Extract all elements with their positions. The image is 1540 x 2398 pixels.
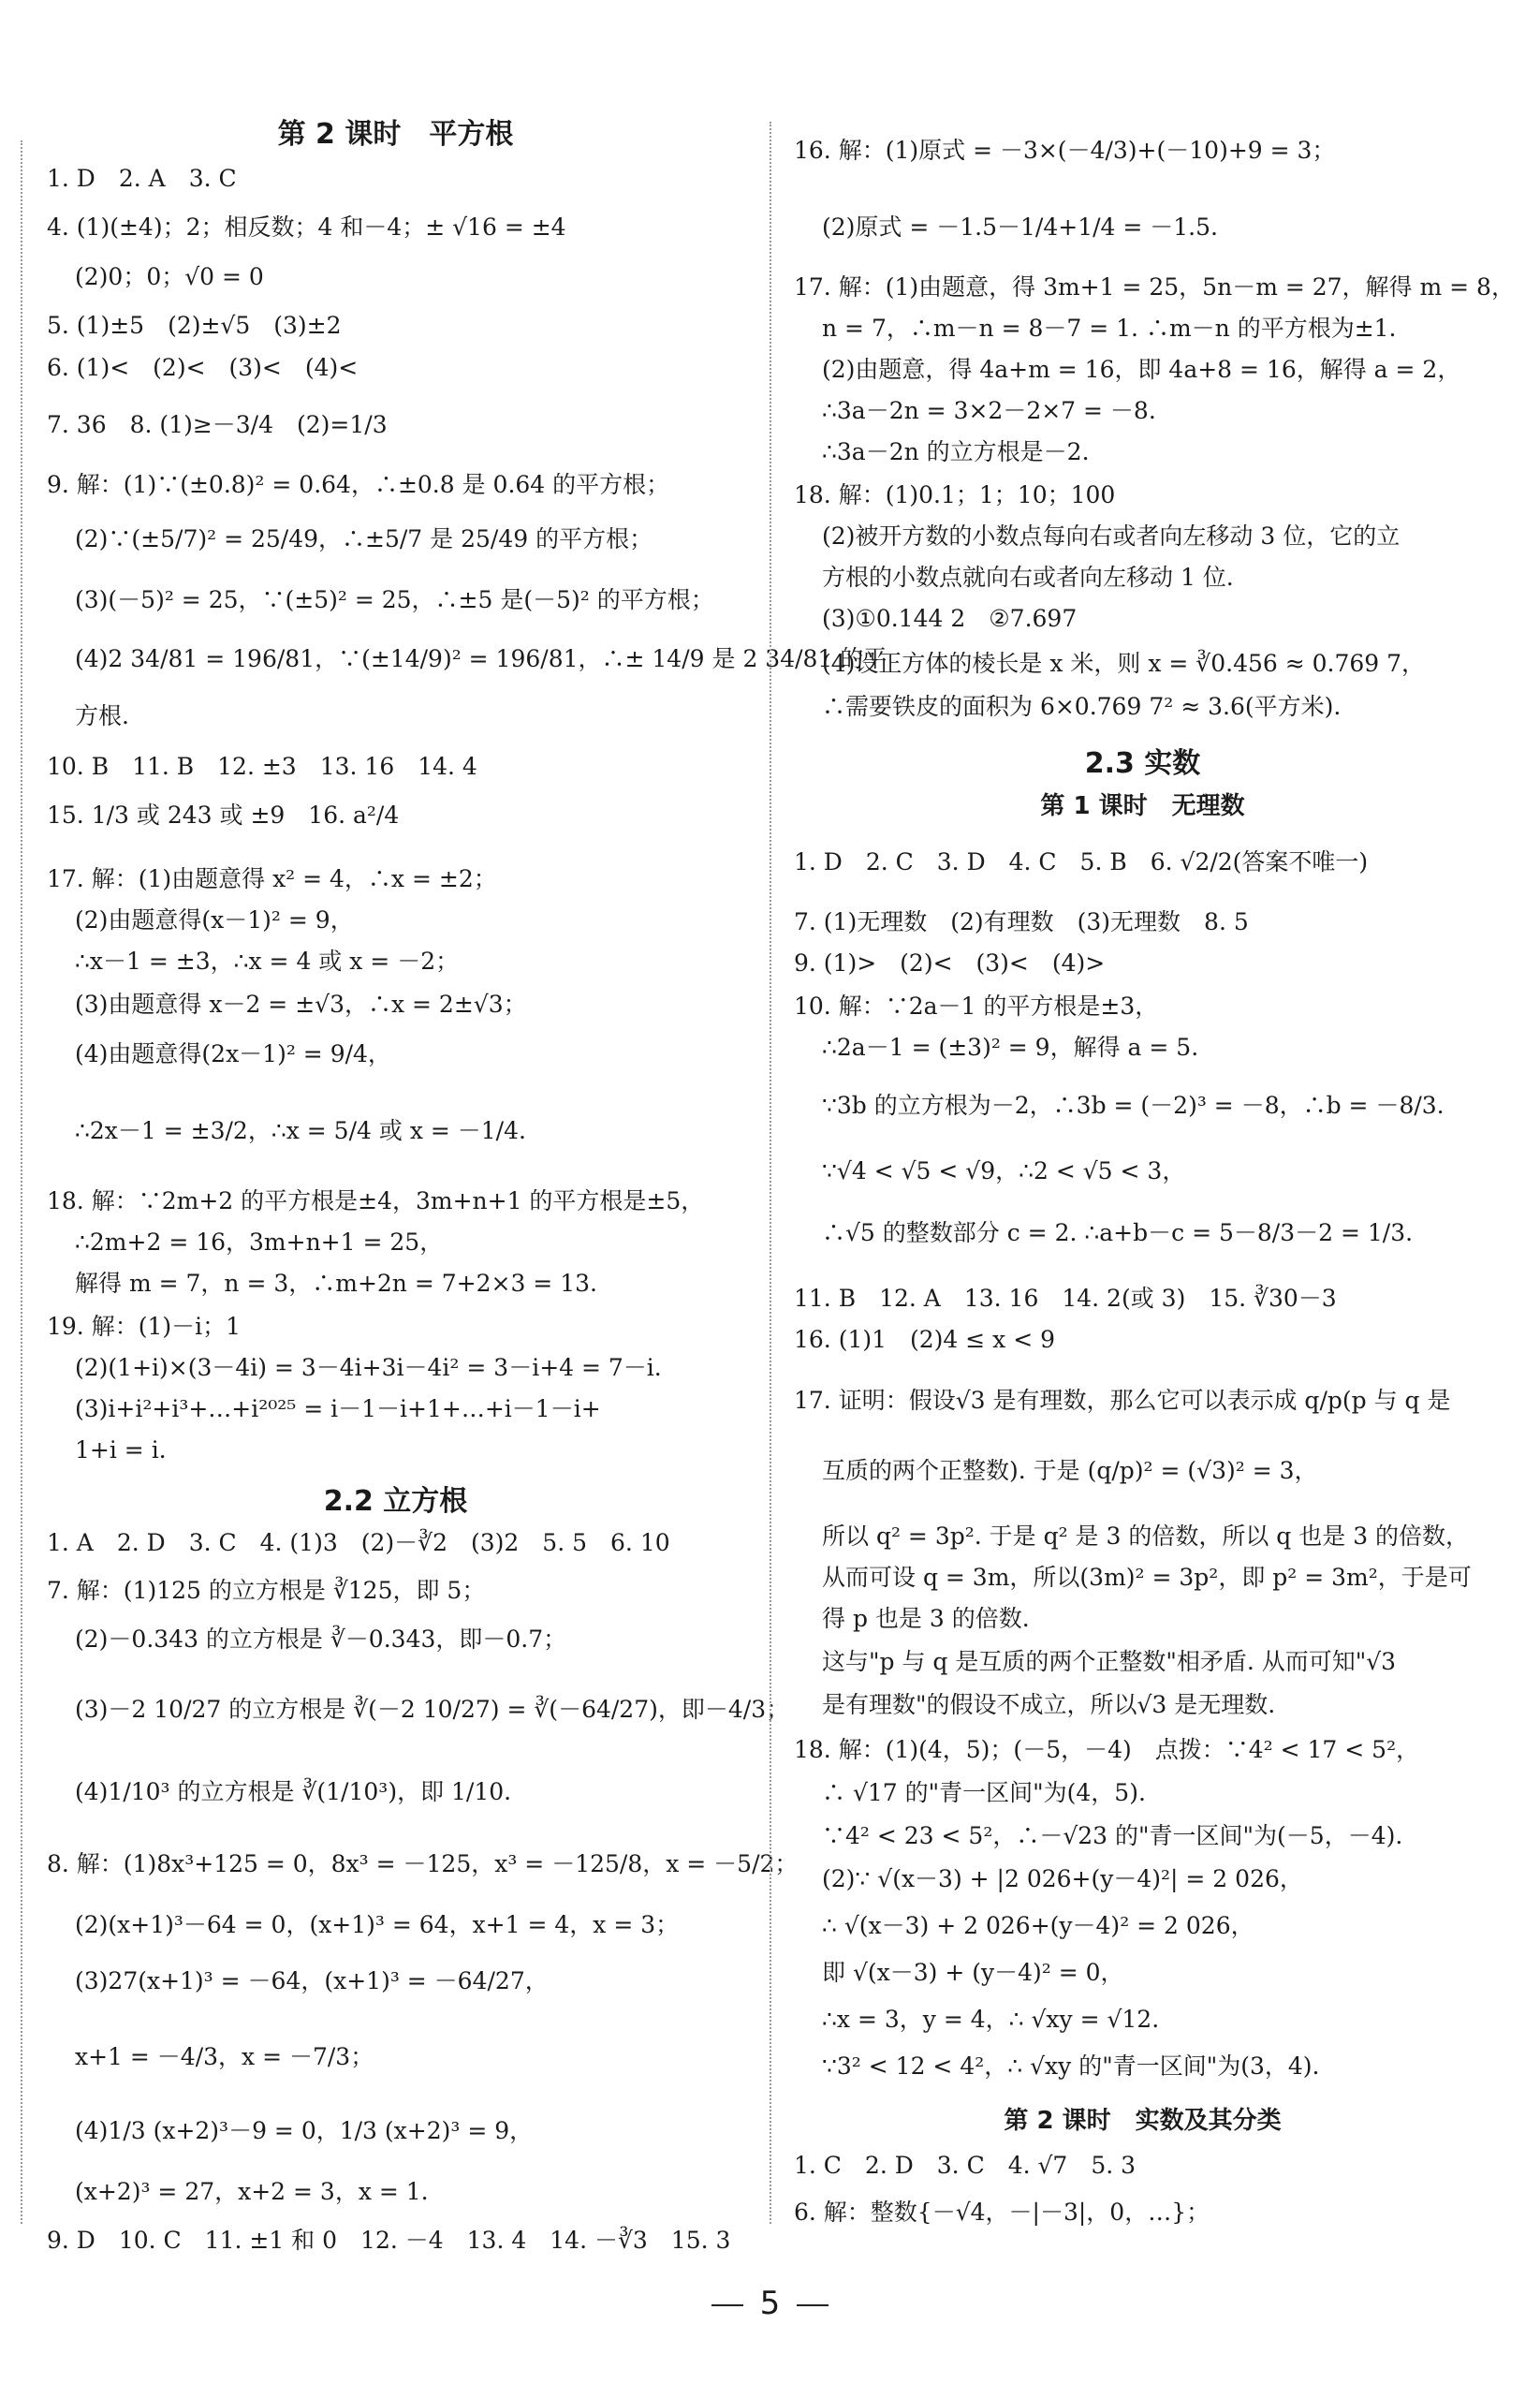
answer-line: (2)原式 = －1.5－1/4+1/4 = －1.5. <box>822 213 1218 241</box>
answer-line: ∴x－1 = ±3，∴x = 4 或 x = －2； <box>75 948 460 975</box>
section-heading: 第 2 课时 实数及其分类 <box>1004 2107 1282 2135</box>
answer-line: 方根. <box>75 702 129 729</box>
answer-line: 这与"p 与 q 是互质的两个正整数"相矛盾. 从而可知"√3 <box>822 1648 1397 1675</box>
answer-line: 9. (1)> (2)< (3)< (4)> <box>794 949 1106 977</box>
answer-line: (2)0；0；√0 = 0 <box>75 263 264 290</box>
answer-line: 1. C 2. D 3. C 4. √7 5. 3 <box>794 2152 1137 2179</box>
answer-line: ∴ √17 的"青一区间"为(4，5). <box>822 1779 1146 1806</box>
answer-line: (3)i+i²+i³+…+i²⁰²⁵ = i－1－i+1+…+i－1－i+ <box>75 1395 601 1422</box>
answer-line: 1. A 2. D 3. C 4. (1)3 (2)－∛2 (3)2 5. 5 6. 10 <box>47 1529 670 1556</box>
answer-line: ∴2x－1 = ±3/2，∴x = 5/4 或 x = －1/4. <box>75 1117 526 1144</box>
answer-line: (2)被开方数的小数点每向右或者向左移动 3 位，它的立 <box>822 522 1401 550</box>
answer-line: 6. (1)< (2)< (3)< (4)< <box>47 354 359 381</box>
answer-line: ∴2a－1 = (±3)² = 9，解得 a = 5. <box>822 1034 1199 1061</box>
answer-line: (4)由题意得(2x－1)² = 9/4， <box>75 1040 391 1067</box>
answer-line: ∵3² < 12 < 4²，∴ √xy 的"青一区间"为(3，4). <box>822 2052 1320 2080</box>
answer-line: ∴x = 3，y = 4，∴ √xy = √12. <box>822 2006 1160 2033</box>
answer-line: 1. D 2. A 3. C <box>47 165 237 192</box>
answer-line: (3)27(x+1)³ = －64，(x+1)³ = －64/27， <box>75 1967 549 1994</box>
answer-line: 得 p 也是 3 的倍数. <box>822 1605 1030 1632</box>
answer-line: 1. D 2. C 3. D 4. C 5. B 6. √2/2(答案不唯一) <box>794 848 1369 875</box>
answer-line: 17. 证明：假设√3 是有理数，那么它可以表示成 q/p(p 与 q 是 <box>794 1387 1451 1414</box>
answer-line: ∵√4 < √5 < √9，∴2 < √5 < 3， <box>822 1157 1186 1184</box>
answer-line: 10. 解：∵2a－1 的平方根是±3， <box>794 993 1159 1020</box>
answer-line: ∴√5 的整数部分 c = 2. ∴a+b－c = 5－8/3－2 = 1/3. <box>822 1219 1414 1246</box>
answer-line: 18. 解：∵2m+2 的平方根是±4，3m+n+1 的平方根是±5， <box>47 1187 705 1214</box>
answer-line: (4)1/10³ 的立方根是 ∛(1/10³)，即 1/10. <box>75 1778 512 1805</box>
answer-line: (2)由题意，得 4a+m = 16，即 4a+8 = 16，解得 a = 2， <box>822 356 1461 383</box>
answer-line: ∴ √(x－3) + 2 026+(y－4)² = 2 026， <box>822 1912 1254 1939</box>
section-heading: 第 2 课时 平方根 <box>277 118 514 151</box>
answer-line: (3)①0.144 2 ②7.697 <box>822 605 1078 632</box>
answer-line: 8. 解：(1)8x³+125 = 0，8x³ = －125，x³ = －125/8，x = －5/2； <box>47 1850 799 1877</box>
answer-line: ∴2m+2 = 16，3m+n+1 = 25， <box>75 1228 444 1256</box>
answer-line: 互质的两个正整数). 于是 (q/p)² = (√3)² = 3， <box>822 1457 1318 1484</box>
answer-line: 10. B 11. B 12. ±3 13. 16 14. 4 <box>47 753 477 780</box>
answer-line: (2)由题意得(x－1)² = 9， <box>75 906 354 934</box>
answer-line: 16. 解：(1)原式 = －3×(－4/3)+(－10)+9 = 3； <box>794 137 1336 164</box>
answer-line: (3)(－5)² = 25，∵(±5)² = 25，∴±5 是(－5)² 的平方根； <box>75 586 714 613</box>
answer-line: 9. 解：(1)∵(±0.8)² = 0.64，∴±0.8 是 0.64 的平方根； <box>47 471 670 498</box>
answer-line: n = 7，∴m－n = 8－7 = 1. ∴m－n 的平方根为±1. <box>822 315 1397 342</box>
section-heading: 第 1 课时 无理数 <box>1040 792 1245 820</box>
answer-line: 18. 解：(1)0.1；1；10；100 <box>794 481 1116 508</box>
answer-line: 15. 1/3 或 243 或 ±9 16. a²/4 <box>47 802 400 829</box>
answer-line: (2)－0.343 的立方根是 ∛－0.343，即－0.7； <box>75 1626 567 1653</box>
answer-line: (2)∵(±5/7)² = 25/49，∴±5/7 是 25/49 的平方根； <box>75 525 653 552</box>
answer-line: 5. (1)±5 (2)±√5 (3)±2 <box>47 312 342 339</box>
answer-line: 6. 解：整数{－√4，－|－3|，0，…}； <box>794 2199 1210 2226</box>
answer-line: 从而可设 q = 3m，所以(3m)² = 3p²，即 p² = 3m²，于是可 <box>822 1564 1472 1591</box>
answer-line: 7. (1)无理数 (2)有理数 (3)无理数 8. 5 <box>794 908 1249 935</box>
answer-line: x+1 = －4/3，x = －7/3； <box>75 2043 374 2070</box>
answer-line: (4)1/3 (x+2)³－9 = 0，1/3 (x+2)³ = 9， <box>75 2117 534 2144</box>
left-margin-line <box>21 140 22 2224</box>
section-heading: 2.3 实数 <box>1084 747 1201 780</box>
answer-line: 9. D 10. C 11. ±1 和 0 12. －4 13. 4 14. －∛3 15. 3 <box>47 2227 731 2254</box>
answer-line: 11. B 12. A 13. 16 14. 2(或 3) 15. ∛30－3 <box>794 1285 1337 1312</box>
answer-line: (4)设正方体的棱长是 x 米，则 x = ∛0.456 ≈ 0.769 7， <box>822 650 1426 677</box>
answer-line: ∴3a－2n = 3×2－2×7 = －8. <box>822 397 1156 424</box>
answer-line: ∵3b 的立方根为－2，∴3b = (－2)³ = －8，∴b = －8/3. <box>822 1092 1445 1119</box>
answer-line: (x+2)³ = 27，x+2 = 3，x = 1. <box>75 2178 429 2205</box>
answer-line: 7. 解：(1)125 的立方根是 ∛125，即 5； <box>47 1577 486 1604</box>
answer-line: 4. (1)(±4)；2；相反数；4 和－4；± √16 = ±4 <box>47 213 566 241</box>
answer-line: (4)2 34/81 = 196/81，∵(±14/9)² = 196/81，∴± 14/9 是 2 34/81 的平 <box>75 645 887 672</box>
answer-line: (3)由题意得 x－2 = ±√3，∴x = 2±√3； <box>75 991 527 1018</box>
answer-line: (2)(x+1)³－64 = 0，(x+1)³ = 64，x+1 = 4，x = 3； <box>75 1911 680 1938</box>
answer-line: 7. 36 8. (1)≥－3/4 (2)=1/3 <box>47 411 388 438</box>
answer-line: 19. 解：(1)－i；1 <box>47 1313 242 1340</box>
answer-line: 即 √(x－3) + (y－4)² = 0， <box>822 1959 1124 1986</box>
answer-line: 18. 解：(1)(4，5)；(－5，－4) 点拨：∵4² < 17 < 5²， <box>794 1736 1420 1763</box>
answer-line: ∴需要铁皮的面积为 6×0.769 7² ≈ 3.6(平方米). <box>822 693 1342 720</box>
answer-line: 16. (1)1 (2)4 ≤ x < 9 <box>794 1326 1056 1353</box>
answer-line: 17. 解：(1)由题意得 x² = 4，∴x = ±2； <box>47 865 497 892</box>
answer-line: 方根的小数点就向右或者向左移动 1 位. <box>822 564 1234 591</box>
page-number: 5 <box>0 2285 1540 2322</box>
section-heading: 2.2 立方根 <box>323 1485 468 1518</box>
column-divider <box>770 122 771 2224</box>
answer-line: (2)(1+i)×(3－4i) = 3－4i+3i－4i² = 3－i+4 = 7－i. <box>75 1354 662 1381</box>
answer-line: ∴3a－2n 的立方根是－2. <box>822 438 1090 465</box>
answer-line: 所以 q² = 3p². 于是 q² 是 3 的倍数，所以 q 也是 3 的倍数， <box>822 1523 1470 1550</box>
answer-line: 1+i = i. <box>75 1436 167 1464</box>
answer-line: 解得 m = 7，n = 3，∴m+2n = 7+2×3 = 13. <box>75 1270 597 1297</box>
answer-line: (2)∵ √(x－3) + |2 026+(y－4)²| = 2 026， <box>822 1865 1303 1892</box>
answer-line: 是有理数"的假设不成立，所以√3 是无理数. <box>822 1691 1276 1718</box>
answer-line: 17. 解：(1)由题意，得 3m+1 = 25，5n－m = 27，解得 m = 8， <box>794 273 1515 301</box>
answer-line: (3)－2 10/27 的立方根是 ∛(－2 10/27) = ∛(－64/27)，即－4/3； <box>75 1696 790 1723</box>
answer-line: ∵4² < 23 < 5²，∴－√23 的"青一区间"为(－5，－4). <box>822 1822 1403 1849</box>
